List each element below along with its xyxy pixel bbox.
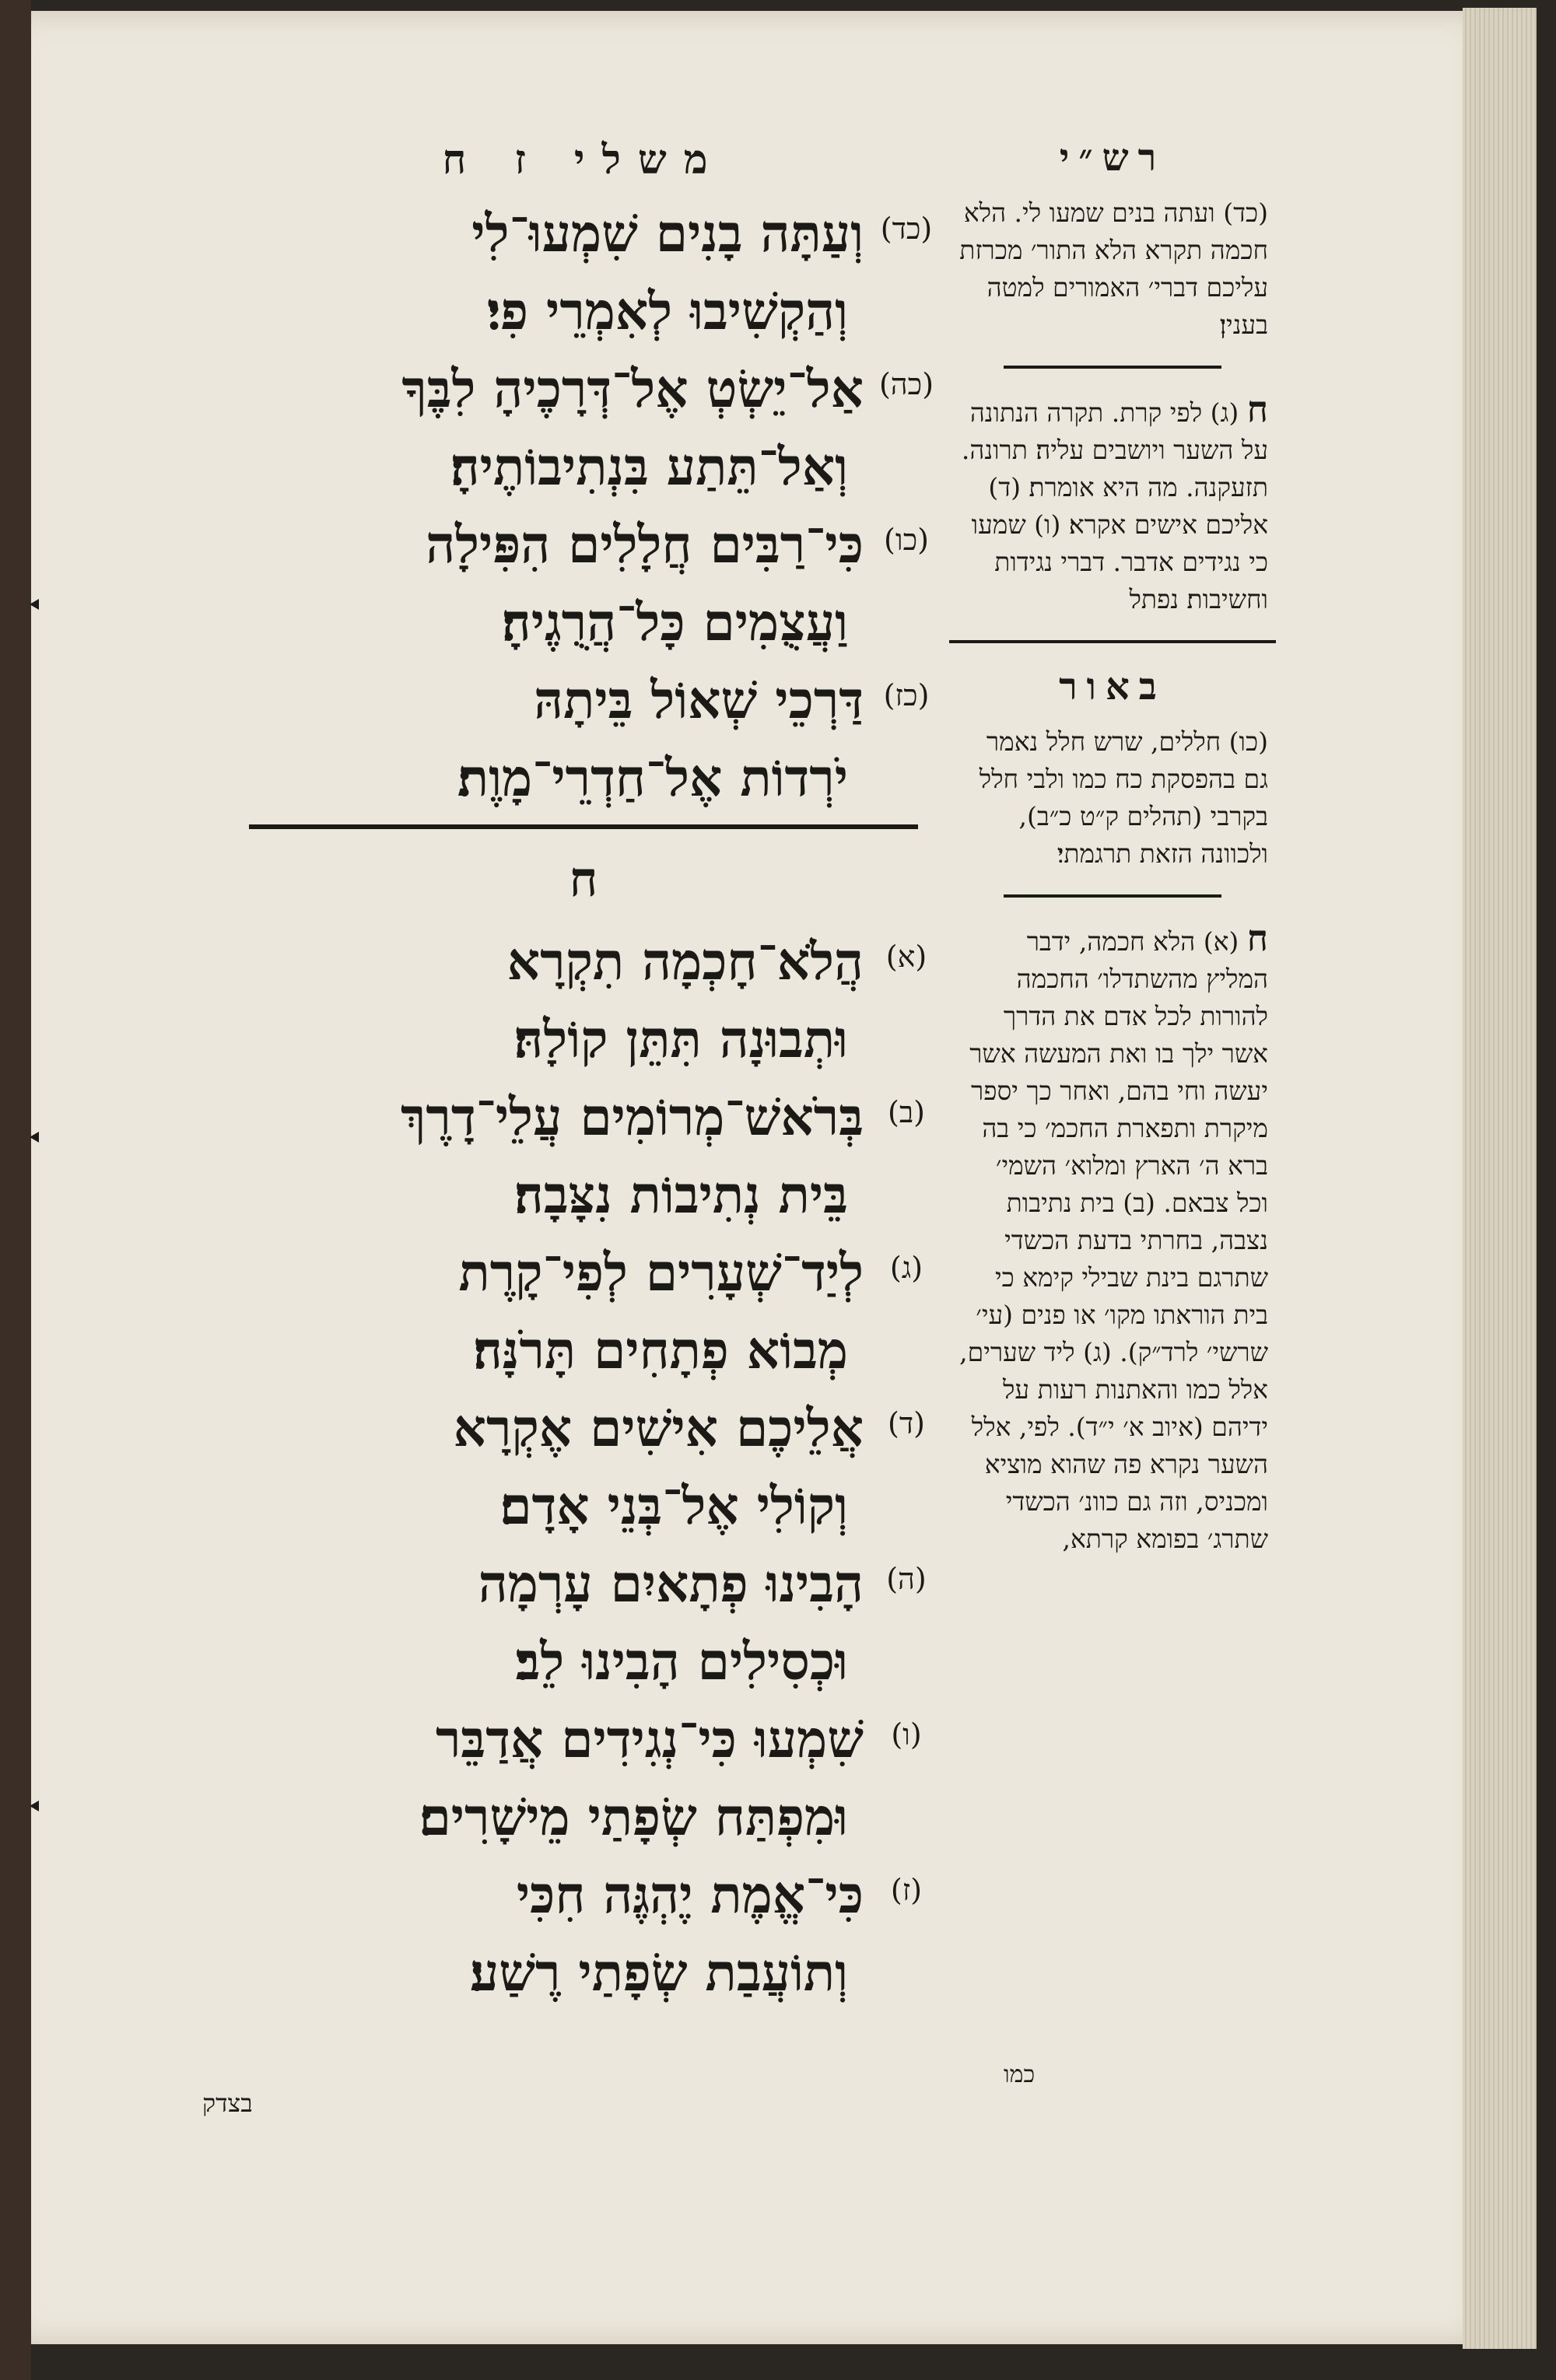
verse (218, 506, 949, 583)
verse-line: שִׁמְעוּ כִּי־נְגִידִים אֲדַבֵּר (435, 1709, 864, 1769)
verse-number: (ה) (886, 1562, 927, 1596)
verse-number: (א) (885, 940, 927, 974)
verse-line: הָבִינוּ פְתָאיִם עָרְמָה (478, 1553, 864, 1614)
verse-line: וְקוֹלִי אֶל־בְּנֵי אָדָם׃ (499, 1475, 848, 1536)
page-edges (1463, 8, 1537, 2349)
chapter-mark: ח (1246, 917, 1268, 959)
verse-line: וַעֲצֻמִים כָּל־הֲרֻגֶיהָ׃ (501, 592, 848, 653)
verse (218, 1856, 949, 1934)
comment-divider (1004, 894, 1221, 898)
verse-number: (ב) (888, 1095, 925, 1129)
verse-line: בֵּית נְתִיבוֹת נִצָּבָה׃ (513, 1164, 848, 1225)
commentary-column (949, 136, 1276, 1558)
section-divider (249, 824, 918, 829)
biur-comment (957, 919, 1268, 1558)
verse-line: כִּי־רַבִּים חֲלָלִים הִפִּילָה (426, 514, 864, 575)
verse-line: יֹרְדוֹת אֶל־חַדְרֵי־מָוֶת׃ (457, 747, 848, 808)
chapter-mark: ח (1246, 388, 1268, 430)
verse-line: כִּי־אֱמֶת יֶהְגֶּה חִכִּי (516, 1864, 864, 1925)
biur-comment: (כו) חללים, שרש חלל נאמר גם בהפסקת כח כמו ולבי חלל בקרבי (תהלים ק״ט כ״ב), ולכוונה הזאת תרגמתי׃ (979, 726, 1268, 869)
verse (218, 1545, 949, 1622)
verse-line: וּכְסִילִים הָבִינוּ לֵב׃ (515, 1631, 848, 1692)
comment-divider (949, 640, 1276, 643)
biur-comment-text: (א) הלא חכמה, ידבר המליץ מהשתדלו׳ החכמה להורות לכל אדם את הדרך אשר ילך בו ואת המעשה אשר יעשה וחי בהם, ואחר כך יספר מיקרת ותפארת החכמ׳ כי בה ברא ה׳ הארץ ומלוא׳ השמי׳ וכל צבאם. (ב) בית נתיבות נצבה, בחרתי בדעת הכשדי שתרגם בינת שבילי קימא כי בית הוראתו מקו׳ או פנים (עי׳ שרשי׳ לרד״ק). (ג) ליד שערים, אלל כמו והאתנות רעות על ידיהם (איוב א׳ י״ד). לפי, אלל השער נקרא פה שהוא מוציא ומכניס, וזה גם כוונ׳ הכשדי שתרג׳ בפומא קרתא, (959, 926, 1268, 1554)
verse-line: וּתְבוּנָה תִּתֵּן קוֹלָהּ׃ (513, 1009, 848, 1069)
verse (218, 350, 949, 428)
verse-line: וּמִפְתַּח שְׂפָתַי מֵישָׁרִים׃ (419, 1787, 848, 1847)
running-head: משלי ז ח (442, 136, 725, 184)
verse-number: (ג) (889, 1251, 923, 1285)
verse (218, 194, 949, 272)
verse-line: וְתוֹעֲבַת שְׂפָתַי רֶשַׁע׃ (469, 1942, 848, 2003)
main-text-column (218, 136, 949, 2011)
verse (218, 661, 949, 739)
verse-line: וְאַל־תֵּתַע בִּנְתִיבוֹתֶיהָ׃ (450, 436, 848, 497)
rashi-comment (957, 390, 1268, 618)
verse-number: (כד) (880, 212, 933, 246)
verse (218, 1078, 949, 1156)
rashi-heading: רש״י (1059, 136, 1166, 180)
biur-heading: באור (1059, 665, 1166, 709)
verse (218, 1234, 949, 1311)
verse-line: הֲלֹא־חָכְמָה תִקְרָא (506, 931, 864, 992)
verse-line: בְּרֹאשׁ־מְרוֹמִים עֲלֵי־דָרֶךְ (401, 1087, 864, 1147)
catchword: בצדק (202, 2088, 253, 2118)
verse-line: וְעַתָּה בָנִים שִׁמְעוּ־לִי (471, 203, 864, 264)
verse (218, 1700, 949, 1778)
verse-number: (כה) (878, 367, 934, 401)
book-spine (0, 0, 31, 2380)
chapter-heading: ח (569, 851, 598, 908)
comment-divider (1004, 366, 1221, 369)
verse-line: אֲלֵיכֶם אִישִׁים אֶקְרָא (453, 1398, 864, 1458)
verse-number: (כו) (884, 523, 929, 557)
verse-line: לְיַד־שְׁעָרִים לְפִי־קָרֶת (458, 1242, 864, 1303)
verse-number: (כז) (883, 678, 930, 712)
verse-line: מְבוֹא פְתָחִים תָּרֹנָּה׃ (473, 1320, 848, 1381)
verse (218, 1389, 949, 1467)
verse-number: (ד) (888, 1406, 925, 1440)
verse-number: (ז) (890, 1873, 923, 1907)
verse (218, 922, 949, 1000)
rashi-comment: (כד) ועתה בנים שמעו לי. הלא חכמה תקרא הלא התור׳ מכרזת עליכם דברי׳ האמורים למטה בענין׃ (959, 198, 1268, 340)
catchword: כמו (1004, 2061, 1036, 2088)
verse-line: דַּרְכֵי שְׁאוֹל בֵּיתָהּ (534, 670, 864, 730)
verse-line: אַל־יֵשְׂטְ אֶל־דְּרָכֶיהָ לִבֶּךָ (401, 359, 864, 419)
verse-line: וְהַקְשִׁיבוּ לְאִמְרֵי פִי׃ (486, 281, 848, 341)
rashi-comment-text: (ג) לפי קרת. תקרה הנתונה על השער ויושבים עליה׃ תרונה. תזעקנה. מה היא אומרת׃ (ד) אליכם אישים אקרא׃ (ו) שמעו כי נגידים אדבר. דברי נגידות וחשיבות׃ נפתל (961, 397, 1268, 614)
verse-number: (ו) (891, 1717, 922, 1752)
